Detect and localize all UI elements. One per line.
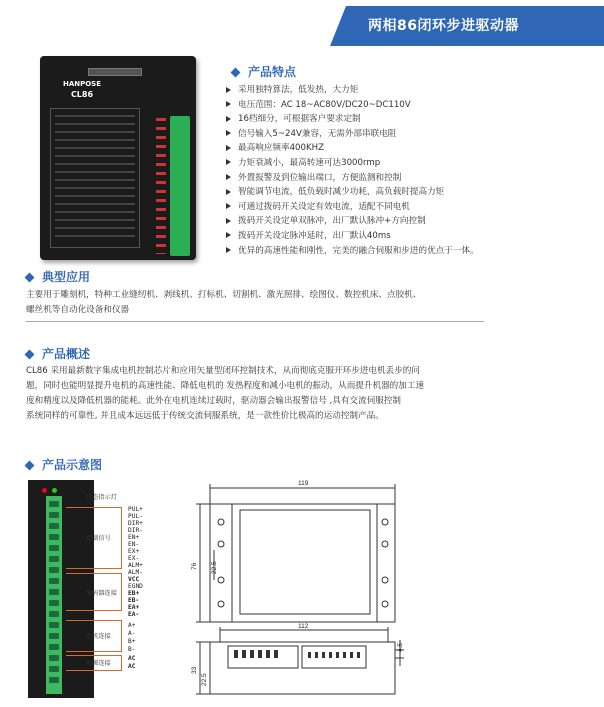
pin-label: EA+ [128, 604, 140, 611]
diamond-icon [25, 350, 35, 360]
features-title: 产品特点 [248, 65, 297, 79]
pin-label: A+ [128, 622, 136, 629]
application-text [26, 288, 421, 318]
pin-label: B+ [128, 638, 136, 645]
pin-label: EX+ [128, 548, 140, 555]
overview-line: 系统同样的可靠性, 并且成本远远低于传统交流伺服系统，是一款性价比极高的运动控制产品。 [26, 411, 384, 421]
list-item: 优异的高速性能和刚性，完美的融合伺服和步进的优点于一体。 [226, 244, 479, 259]
terminal-block [170, 116, 190, 256]
diamond-icon [231, 68, 241, 78]
overview-line: 度和精度以及降低机器的能耗。此外在电机连续过载时，驱动器会输出报警信号 ,具有交流伺服控制 [26, 396, 401, 406]
list-item: 信号输入5~24V兼容，无需外部串联电阻 [226, 127, 479, 142]
dim-depth2: 22.5 [201, 673, 208, 686]
features-list [226, 83, 479, 258]
product-label-panel [50, 108, 140, 248]
product-model: CL86 [70, 90, 94, 99]
title-banner [346, 6, 604, 46]
application-line: 主要用于雕刻机，特种工业缝纫机、剥线机、打标机、切割机、激光照排、绘图仪、数控机床、点胶机、 [26, 290, 422, 300]
pin-label: DIR- [128, 527, 143, 534]
overview-line: 题，同时也能明显提升电机的高速性能、降低电机的 发热程度和减小电机的振动，从而提升机器的加工速 [26, 381, 425, 391]
pin-label: A- [128, 630, 136, 637]
product-photo [40, 56, 196, 260]
list-item: 电压范围：AC 18~AC80V/DC20~DC110V [226, 98, 479, 113]
list-item: 力矩衰减小，最高转速可达3000rmp [226, 156, 479, 171]
list-item: 16档细分，可根据客户要求定制 [226, 112, 479, 127]
power-brace [66, 655, 122, 671]
dim-height-side: 76 [191, 562, 198, 570]
pin-label: EB- [128, 597, 140, 604]
pin-label: ALM- [128, 569, 143, 576]
list-item: 最高响应频率400KHZ [226, 141, 479, 156]
application-title: 典型应用 [42, 270, 91, 284]
pin-label: PUL+ [128, 506, 143, 513]
list-item: 外置报警及到位输出端口，方便监测和控制 [226, 171, 479, 186]
terminal-leds [156, 118, 166, 254]
pin-label: PUL- [128, 513, 143, 520]
dim-width-top: 119 [298, 480, 309, 487]
pin-label: VCC [128, 576, 140, 583]
green-led-icon [52, 488, 57, 493]
pin-label: EB+ [128, 590, 140, 597]
pin-label: ALM+ [128, 562, 143, 569]
overview-title: 产品概述 [42, 347, 91, 361]
pin-label: AC [128, 663, 136, 670]
control-brace [66, 507, 122, 569]
terminal-strip [46, 496, 62, 694]
pin-label: EX- [128, 555, 140, 562]
motor-brace [66, 620, 122, 652]
pin-label: DIR+ [128, 520, 143, 527]
power-label: 电源连接 [86, 660, 111, 667]
pin-label: EN- [128, 541, 140, 548]
pin-label: EA- [128, 611, 140, 618]
overview-heading [26, 345, 90, 362]
dim-offset-side: 22.5 [211, 561, 218, 574]
features-heading [232, 63, 296, 80]
diamond-icon [25, 273, 35, 283]
application-heading [26, 268, 90, 285]
status-led-label: 状态指示灯 [86, 494, 117, 501]
red-led-icon [42, 488, 47, 493]
pin-label: AC [128, 655, 136, 662]
dimension-drawing [190, 470, 604, 700]
control-signal-label: 控制信号 [86, 535, 111, 542]
section-divider [26, 321, 484, 322]
product-brand: HANPOSE [62, 80, 102, 88]
pin-label: EGND [128, 583, 143, 590]
encoder-brace [66, 573, 122, 611]
diamond-icon [25, 461, 35, 471]
overview-line: CL86 采用最新数字集成电机控制芯片和应用矢量型闭环控制技术，从而彻底克服开环步进电机丢步的问 [26, 366, 420, 376]
dim-width-bottom: 112 [298, 623, 309, 630]
list-item: 拨码开关设定单双脉冲，出厂默认脉冲+方向控制 [226, 214, 479, 229]
dip-switch [88, 68, 142, 76]
application-line: 螺丝机等自动化设备和仪器 [26, 305, 130, 315]
motor-label: 电机连接 [86, 633, 111, 640]
banner-title: 两相86闭环步进驱动器 [368, 18, 519, 34]
list-item: 采用独特算法，低发热，大力矩 [226, 83, 479, 98]
list-item: 智能调节电流，低负载时减少功耗，高负载时提高力矩 [226, 185, 479, 200]
pin-label: B- [128, 646, 136, 653]
dim-depth: 33 [191, 666, 198, 674]
schematic-title: 产品示意图 [42, 458, 103, 472]
encoder-label: 编码器连接 [86, 590, 117, 597]
list-item: 可通过拨码开关设定有效电流，适配不同电机 [226, 200, 479, 215]
list-item: 拨码开关设定脉冲延时，出厂默认40ms [226, 229, 479, 244]
schematic-heading [26, 456, 102, 473]
pin-label: EN+ [128, 534, 140, 541]
overview-text [26, 364, 424, 424]
dim-small: 4.5 [397, 642, 404, 652]
